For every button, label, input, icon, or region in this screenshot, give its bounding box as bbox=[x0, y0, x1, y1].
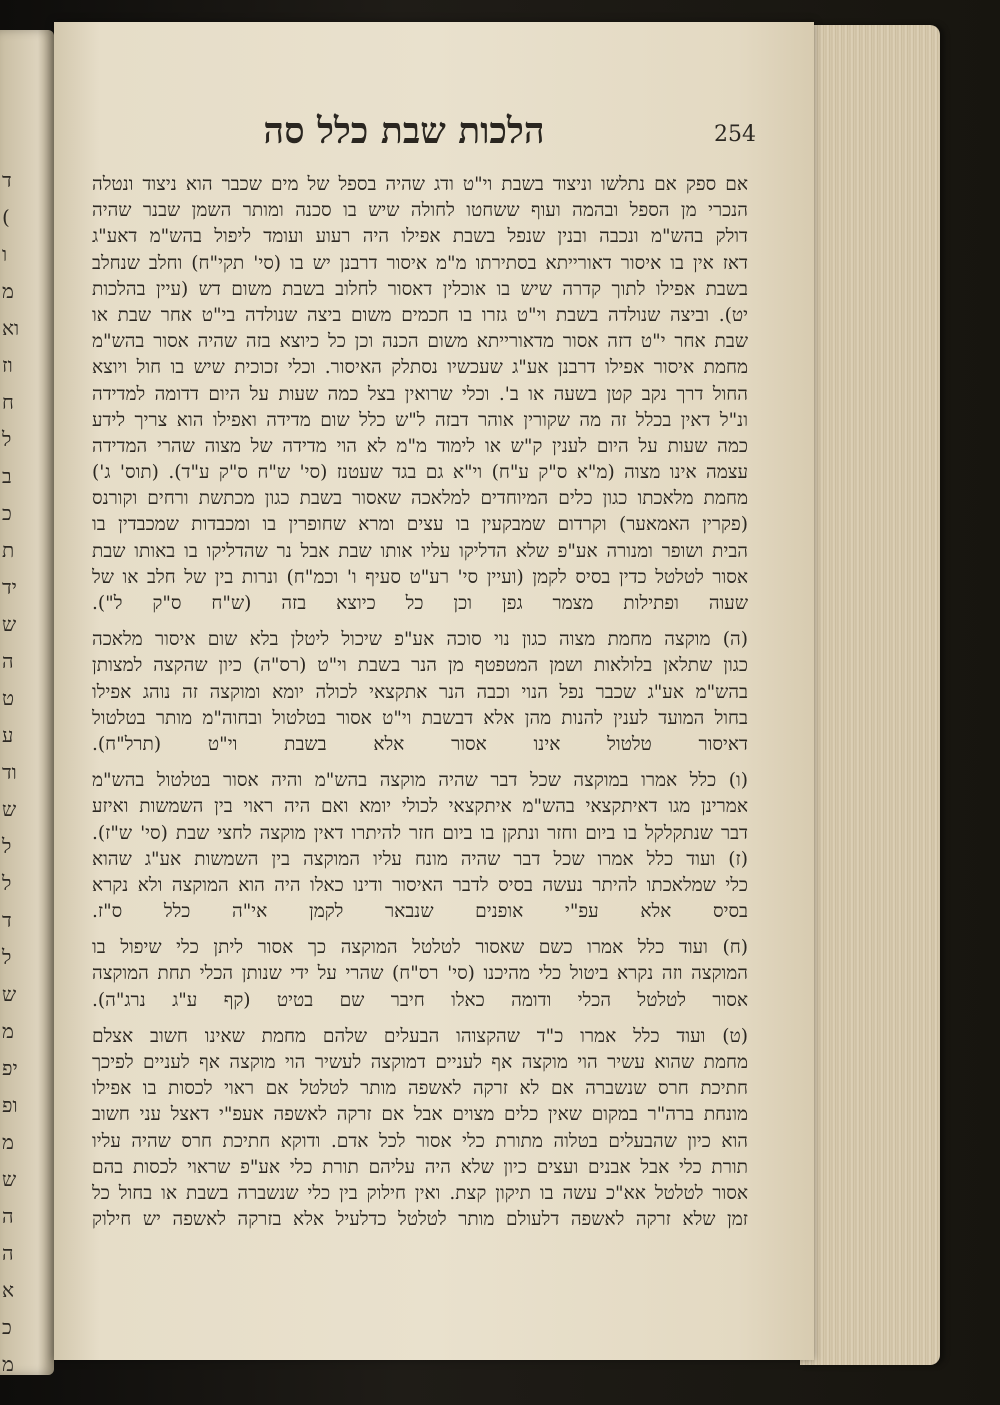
left-page-fragment: ת bbox=[2, 538, 15, 562]
text-line: (ט) ועוד כלל אמרו כ"ד שהקצוהו הבעלים שלהם מחמת שאינו חשוב אצלם bbox=[92, 1025, 748, 1047]
left-page-fragment: ח bbox=[2, 390, 14, 414]
page-header bbox=[54, 110, 814, 170]
left-page-fragment: מ bbox=[2, 1352, 14, 1375]
text-line: (ה) מוקצה מחמת מצוה כגון נוי סוכה אע"פ שיכול ליטלן בלא שום איסור מלאכה bbox=[92, 629, 748, 651]
body-text bbox=[92, 172, 748, 1233]
left-page-fragment: ( bbox=[2, 205, 10, 229]
left-page-fragment: וז bbox=[2, 353, 13, 377]
text-line: הנכרי מן הספל ובהמה ועוף ששחטו לחולה שיש בו סכנה ומותר השמן שבנר שהיה bbox=[92, 200, 748, 222]
text-line: בשבת אפילו לתוך קדרה שיש בו אוכלין דאסור לחלוב בשבת משום דש (עיין בהלכות bbox=[92, 278, 748, 300]
text-line: עצמה אינו מצוה (מ"א ס"ק ע"ח) וי"א גם בגד שעטנז (סי' ש"ח ס"ק ע"ד). (תוס' ג') bbox=[92, 462, 748, 484]
text-line: שעוה ופתילות מצמר גפן וכן כל כיוצא בזה (ש"ח ס"ק ל"). bbox=[92, 593, 748, 614]
left-page-fragment: כ bbox=[2, 1315, 12, 1339]
text-line: (ו) כלל אמרו במוקצה שכל דבר שהיה מוקצה בהש"מ והיה אסור בטלטול בהש"מ bbox=[92, 770, 748, 792]
text-line: אסור לטלטל כדין בסיס לקמן (ועיין סי' רע"ט סעיף ו' וכמ"ח) ונרות בין של חלב או של bbox=[92, 566, 748, 588]
left-page-fragment: מ bbox=[2, 1019, 14, 1043]
text-line: דבר שנתקלקל בו ביום וחזר ונתקן בו ביום חזר להיתרו דאין מוקצה לחצי שבת (סי' ש"ז). bbox=[92, 822, 748, 844]
text-line: הוא כיון שהבעלים בטלוה מתורת כלי אסור לכל אדם. ודוקא חתיכת חרס שהיה עליו bbox=[92, 1130, 748, 1152]
page-number: 254 bbox=[714, 122, 756, 147]
left-page-fragment: ו bbox=[2, 242, 8, 266]
text-line: החול דרך נקב קטן בשעה או ב'. וכלי שרואין בצל כמה שעות על היום דדומה למדידה bbox=[92, 383, 748, 405]
text-line: תורת כלי אבל אבנים ועצים כיון שלא היה עליהם תורת כלי אע"פ שראוי לכסות בהם bbox=[92, 1156, 748, 1178]
left-page-fragment: ד bbox=[2, 908, 12, 932]
text-line: דאז אין בו איסור דאורייתא בסתירתו מ"מ איסור דרבנן יש בו (סי' תקי"ח) וחלב שנחלב bbox=[92, 252, 748, 274]
paragraph-gap bbox=[92, 1014, 748, 1024]
text-line: (פקרין האמאער) וקרדום שמבקעין בו עצים ומרא שחופרין בו ומכבדות שמכבדין בו bbox=[92, 514, 748, 536]
text-line: ונ"ל דאין בכלל זה מה שקורין אוהר דבזה ל"ש כלל שום מדידה ואפילו הוא צריך לידע bbox=[92, 409, 748, 431]
paragraph-gap bbox=[92, 617, 748, 627]
left-page-fragment: ש bbox=[2, 612, 17, 636]
left-page-fragment: יד bbox=[2, 575, 17, 599]
text-line: מונחת ברה"ר במקום שאין כלים מצוים אבל אם זרקה לאשפה אעפ"י דאצל עני חשוב bbox=[92, 1104, 748, 1126]
text-line: כגון שתלאן בלולאות ושמן המטפטף מן הנר בשבת וי"ט (רס"ה) כיון שהקצה למצותן bbox=[92, 655, 748, 677]
text-line: (ז) ועוד כלל אמרו שכל דבר שהיה מונח עליו המוקצה בין השמשות אע"ג שהוא bbox=[92, 848, 748, 870]
text-line: בחול המועד לענין להנות מהן אלא דבשבת וי"ט אסור בטלטול ובחוה"מ מותר בטלטול bbox=[92, 707, 748, 729]
left-page-fragment: יפ bbox=[2, 1056, 18, 1080]
left-page-fragment: וא bbox=[2, 316, 20, 340]
left-page-fragment: ה bbox=[2, 1204, 14, 1228]
left-page-fragment: ה bbox=[2, 1241, 14, 1265]
left-page-fragment: ב bbox=[2, 464, 12, 488]
left-page-fragment: מ bbox=[2, 279, 14, 303]
text-line: (ח) ועוד כלל אמרו כשם שאסור לטלטל המוקצה כך אסור ליתן כלי שיפול בו bbox=[92, 937, 748, 959]
left-page-fragment: ל bbox=[2, 945, 12, 969]
text-line: דולק בהש"מ ונכבה ובנין שנפל בשבת אפילו היה רעוע ועומד ליפול בהש"מ דאע"ג bbox=[92, 226, 748, 248]
text-line: שבת אחר י"ט דזה אסור מדאורייתא משום הכנה וכן כל כיוצא בזה שהיה אסור בהש"מ bbox=[92, 331, 748, 353]
page-edges bbox=[800, 25, 940, 1365]
text-line: בהש"מ אע"ג שכבר נפל הנוי וכבה הנר אתקצאי לכולה יומא ומוקצה זה נוהג אפילו bbox=[92, 681, 748, 703]
text-line: אמרינן מגו דאיתקצאי בהש"מ איתקצאי לכולי יומא ואם היה ראוי בין השמשות ואיזע bbox=[92, 796, 748, 818]
left-page-fragment: ש bbox=[2, 982, 17, 1006]
left-page-fragment: כ bbox=[2, 501, 12, 525]
text-line: בסיס אלא עפ"י אופנים שנבאר לקמן אי"ה כלל ס"ז. bbox=[92, 901, 748, 923]
left-page-fragment: ה bbox=[2, 649, 14, 673]
text-line: זמן שלא זרקה לאשפה דלעולם מותר לטלטל כדלעיל אלא בזרקה לאשפה יש חילוק bbox=[92, 1209, 748, 1231]
text-line: כלי שמלאכתו להיתר נעשה בסיס לדבר האיסור ודינו כאלו היה הוא המוקצה ולא נקרא bbox=[92, 874, 748, 896]
text-line: מחמת מלאכתו כגון כלים המיוחדים למלאכה שאסור בשבת כגון מכתשת ורחים וקורנס bbox=[92, 488, 748, 510]
left-page-fragment: ש bbox=[2, 1167, 17, 1191]
text-line: המוקצה וזה נקרא ביטול כלי מהיכנו (סי' רס"ח) שהרי על ידי שנותן הכלי תחת המוקצה bbox=[92, 963, 748, 985]
text-line: אסור לטלטל אא"כ עשה בו תיקון קצת. ואין חילוק בין כלי שנשברה בשבת או בחול כל bbox=[92, 1182, 748, 1204]
text-line: אסור לטלטל הכלי ודומה כאלו חיבר שם בטיט (קף ע"ג נרג"ה). bbox=[92, 989, 748, 1011]
left-page-fragment: ל bbox=[2, 871, 12, 895]
left-page-fragment: א bbox=[2, 1278, 15, 1302]
left-page-fragment: ד bbox=[2, 168, 12, 192]
text-line: כמה שעות על היום לענין ק"ש או לימוד מ"מ לא הוי מדידה של מצוה שהרי המדידה bbox=[92, 435, 748, 457]
left-page-fragment: ש bbox=[2, 797, 17, 821]
book-page bbox=[54, 22, 814, 1360]
left-page-fragment: ט bbox=[2, 686, 15, 710]
facing-left-page bbox=[0, 30, 54, 1375]
left-page-fragment: ופ bbox=[2, 1093, 18, 1117]
left-page-fragment: מ bbox=[2, 1130, 14, 1154]
left-page-fragment: ל bbox=[2, 834, 12, 858]
paragraph-gap bbox=[92, 925, 748, 935]
text-line: דאיסור טלטול אינו אסור אלא בשבת וי"ט (תרל"ח). bbox=[92, 733, 748, 755]
left-page-fragment: וד bbox=[2, 760, 17, 784]
text-line: אם ספק אם נתלשו וניצוד בשבת וי"ט ודג שהיה בספל של מים שכבר הוא ניצוד ונטלה bbox=[92, 174, 748, 195]
text-line: חתיכת חרס שנשברה אם לא זרקה לאשפה מותר לטלטל אם ראוי לכסות בו אפילו bbox=[92, 1078, 748, 1100]
text-line: מחמת שהוא עשיר הוי מוקצה אף לעניים דמוקצה לעשיר הוי מוקצה אף לעניים לפיכך bbox=[92, 1052, 748, 1073]
running-title: הלכות שבת כלל סה bbox=[263, 110, 545, 152]
paragraph-gap bbox=[92, 758, 748, 768]
left-page-fragment: ל bbox=[2, 427, 12, 451]
left-page-fragment: ע bbox=[2, 723, 14, 747]
text-line: מחמת איסור אפילו דרבנן אע"ג שעכשיו נסתלק האיסור. וכלי זכוכית שיש בו חול ויוצא bbox=[92, 357, 748, 379]
text-line: הבית ושופר ומנורה אע"פ שלא הדליקו עליו אותו שבת אבל נר שהדליקו בו באותו שבת bbox=[92, 540, 748, 562]
text-line: יט). וביצה שנולדה בשבת וי"ט גזרו בו חכמים משום ביצה שנולדה בי"ט אחר שבת או bbox=[92, 304, 748, 326]
